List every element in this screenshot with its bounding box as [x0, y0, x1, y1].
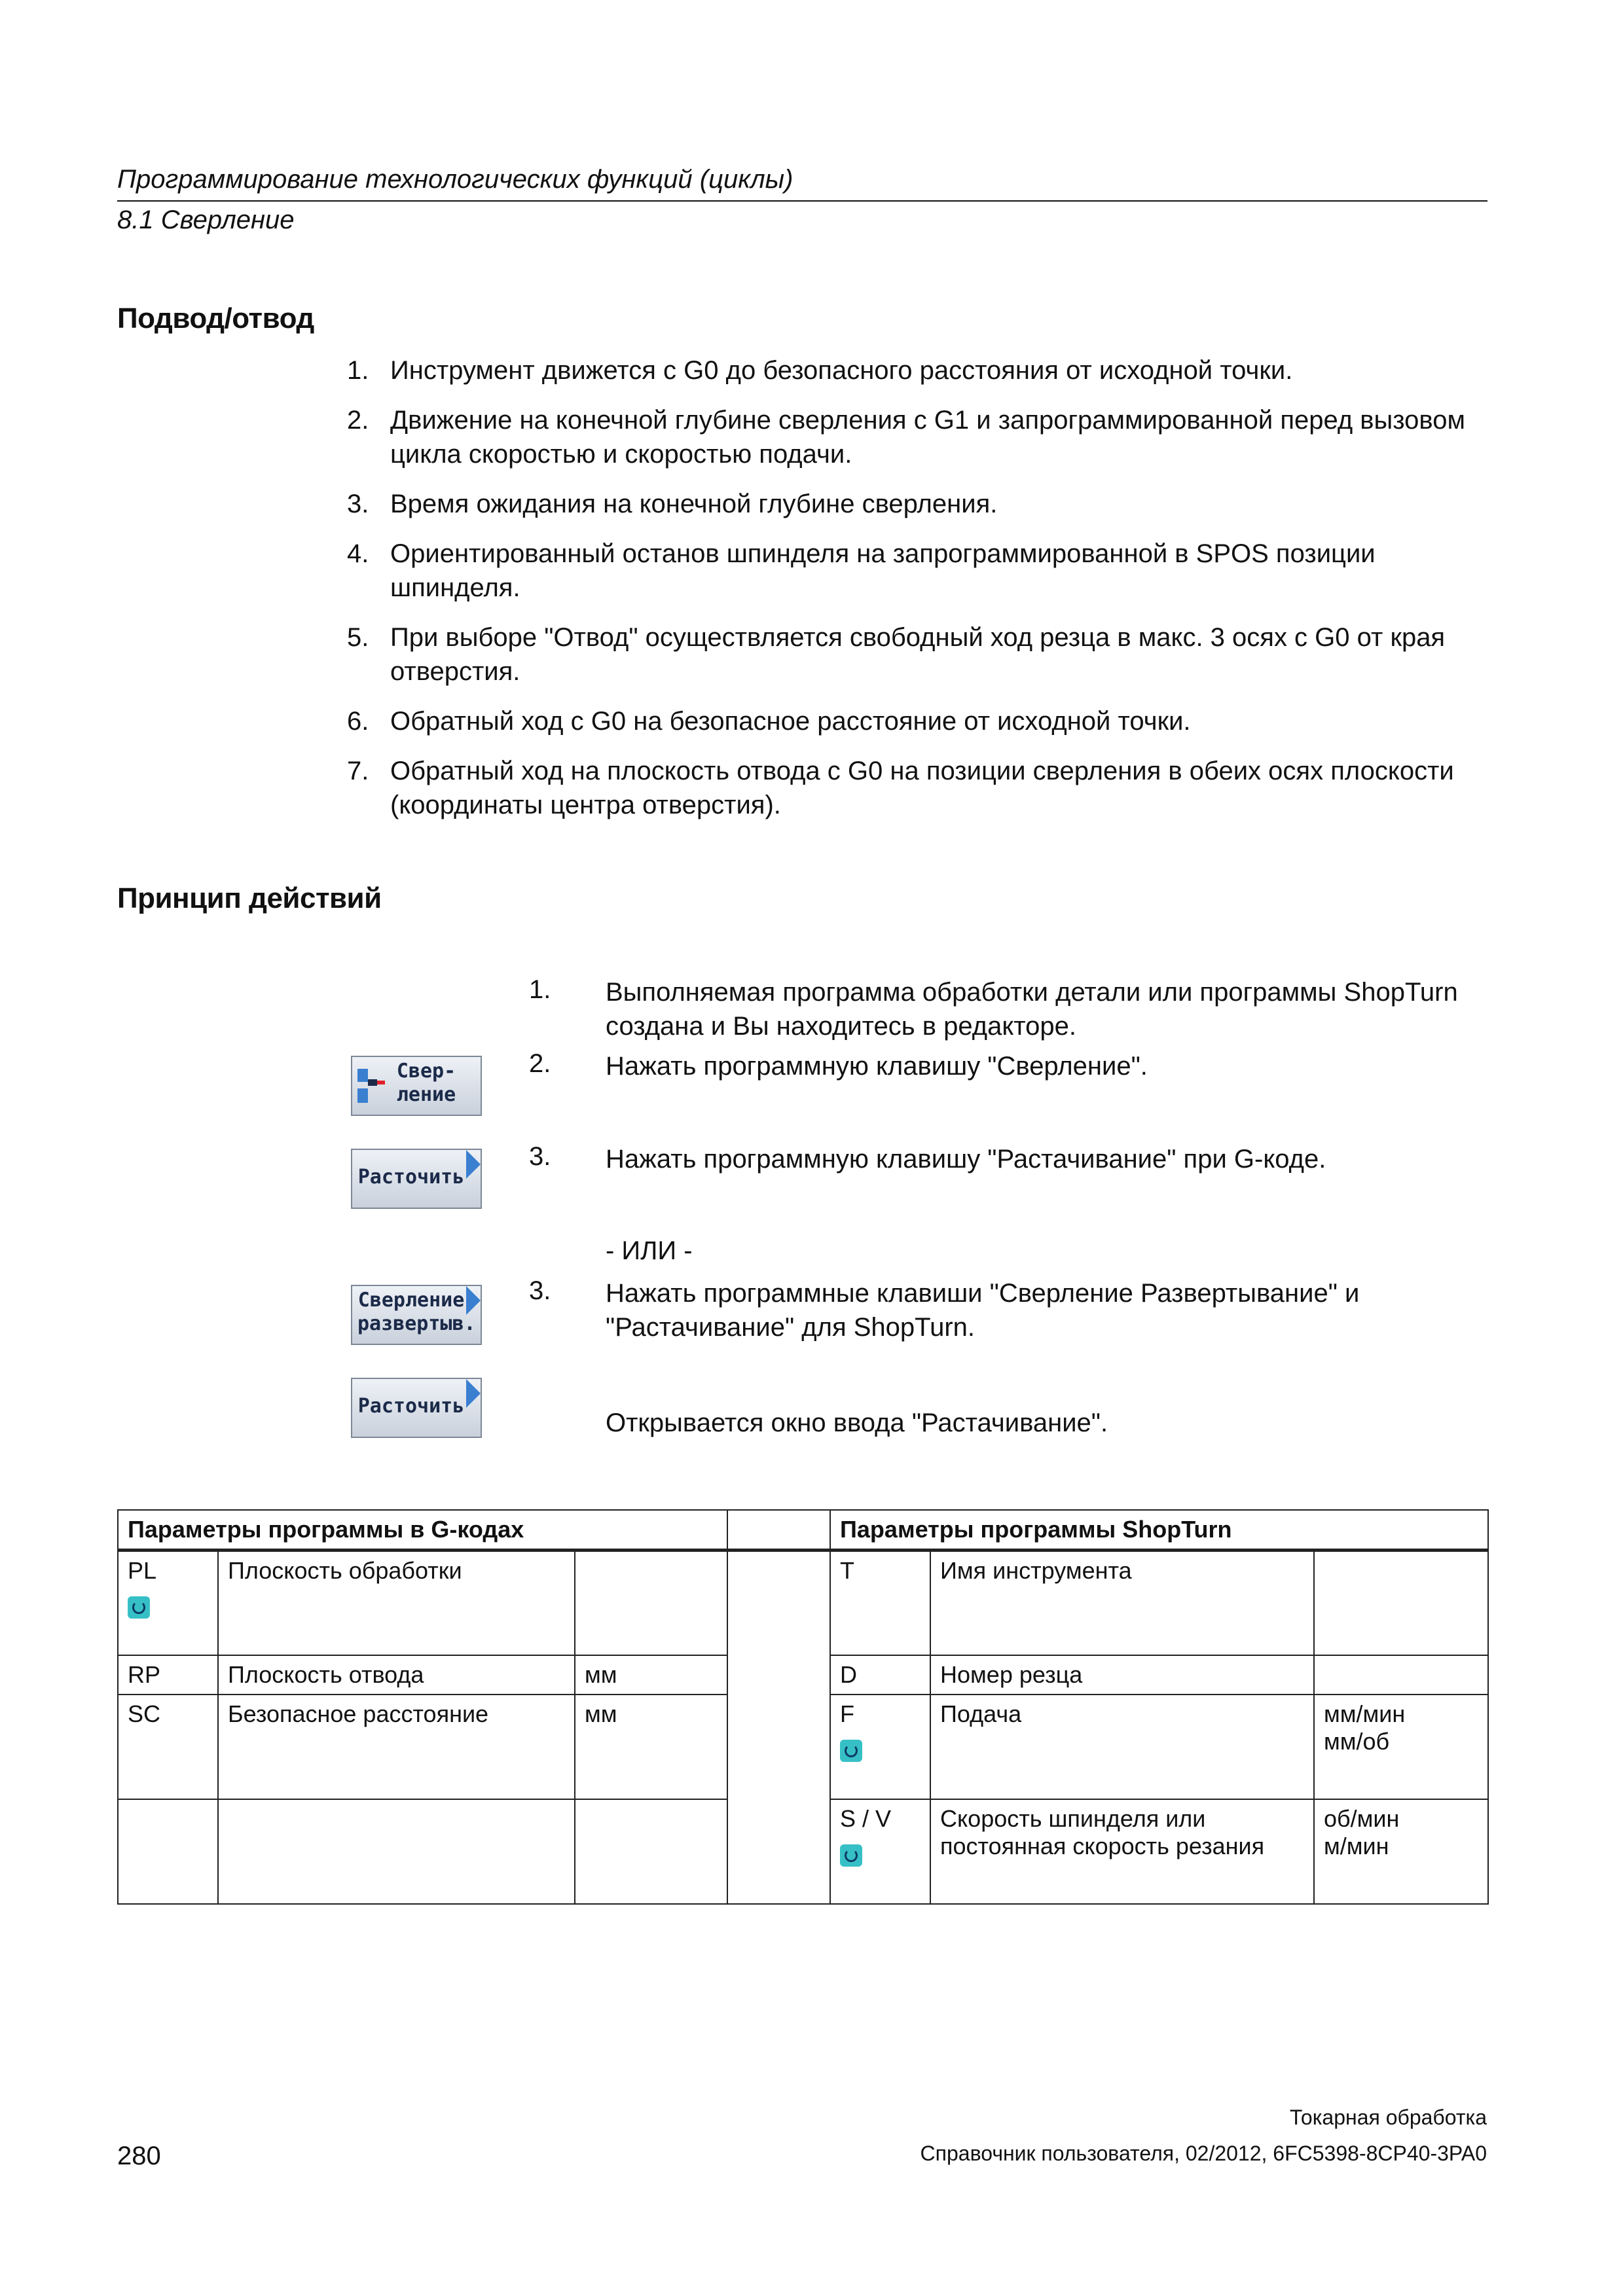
list-item: [347, 704, 1473, 738]
softkey-label-line: Свер-: [396, 1060, 456, 1083]
heading-operation: Принцип действий: [117, 882, 382, 914]
op-step-number: 3.: [529, 1142, 551, 1171]
param-desc: Безопасное расстояние: [218, 1695, 575, 1799]
softkey-arrow-icon: [466, 1379, 481, 1408]
param-code: [830, 1695, 930, 1799]
softkey-arrow-icon: [466, 1286, 481, 1315]
list-item: [347, 620, 1473, 689]
param-desc: Подача: [930, 1695, 1314, 1799]
table-row: [118, 1551, 1488, 1655]
spacer-header-cell: [727, 1510, 830, 1551]
param-desc: Имя инструмента: [930, 1551, 1314, 1655]
op-step-text: Нажать программные клавиши "Сверление Развертывание" и "Растачивание" для ShopTurn.: [606, 1279, 1360, 1342]
param-code-text: S / V: [840, 1804, 892, 1832]
param-desc: Скорость шпинделя или постоянная скорость резания: [930, 1799, 1314, 1904]
softkey-label: Расточить: [357, 1166, 465, 1189]
softkey-arrow-icon: [466, 1150, 481, 1179]
param-unit: об/мин м/мин: [1314, 1799, 1488, 1904]
page-number: 280: [117, 2142, 161, 2170]
param-desc: [218, 1799, 575, 1904]
drill-icon: [356, 1066, 386, 1105]
toggle-icon[interactable]: [128, 1596, 150, 1619]
softkey-drilling-reaming[interactable]: [351, 1285, 482, 1345]
param-desc: Номер резца: [930, 1655, 1314, 1695]
step-number: 1.: [347, 356, 369, 385]
param-code-text: F: [840, 1700, 855, 1727]
step-text: Инструмент движется с G0 до безопасного расстояния от исходной точки.: [390, 356, 1293, 385]
param-unit: [575, 1799, 727, 1904]
softkey-drilling[interactable]: [351, 1056, 482, 1116]
op-result-text: Открывается окно ввода "Растачивание".: [606, 1408, 1108, 1437]
list-item: [347, 487, 1473, 521]
running-header-title: Программирование технологических функций (циклы): [117, 165, 793, 194]
footer-manual-info: Справочник пользователя, 02/2012, 6FC5398-8CP40-3PA0: [920, 2142, 1487, 2165]
list-item: [347, 403, 1473, 471]
step-number: 2.: [347, 406, 369, 435]
step-text: Время ожидания на конечной глубине сверления.: [390, 490, 998, 518]
step-number: 7.: [347, 757, 369, 785]
step-text: Ориентированный останов шпинделя на запрограммированной в SPOS позиции шпинделя.: [390, 539, 1376, 602]
heading-approach-retract: Подвод/отвод: [117, 302, 314, 334]
softkey-boring-shopturn[interactable]: [351, 1378, 482, 1438]
softkey-boring[interactable]: [351, 1149, 482, 1209]
parameters-table: [117, 1509, 1489, 1905]
param-code: [118, 1799, 218, 1904]
header-rule: [117, 200, 1487, 202]
op-step-text: Нажать программную клавишу "Сверление".: [606, 1052, 1148, 1081]
step-number: 5.: [347, 623, 369, 652]
list-item: [347, 754, 1473, 822]
step-text: Обратный ход на плоскость отвода с G0 на позиции сверления в обеих осях плоскости (координаты центра отверстия).: [390, 757, 1454, 819]
softkey-label: [357, 1289, 476, 1336]
param-unit: [1314, 1655, 1488, 1695]
step-number: 6.: [347, 707, 369, 736]
param-code: RP: [118, 1655, 218, 1695]
running-header-section: 8.1 Сверление: [117, 206, 295, 234]
param-code: [830, 1799, 930, 1904]
param-desc: Плоскость обработки: [218, 1551, 575, 1655]
step-number: 3.: [347, 490, 369, 518]
gcode-params-header: Параметры программы в G-кодах: [118, 1510, 727, 1551]
op-step-number: 1.: [529, 975, 551, 1004]
param-code-text: PL: [128, 1557, 157, 1584]
step-text: Движение на конечной глубине сверления с G1 и запрограммированной перед вызовом цикла скоростью и скоростью подачи.: [390, 406, 1465, 469]
param-desc: Плоскость отвода: [218, 1655, 575, 1695]
spacer-cell: [727, 1551, 830, 1904]
param-code: D: [830, 1655, 930, 1695]
approach-steps-list: [347, 353, 1473, 838]
param-code: [118, 1551, 218, 1655]
softkey-label: [388, 1060, 465, 1107]
step-number: 4.: [347, 539, 369, 568]
footer-book-title: Токарная обработка: [1289, 2106, 1487, 2129]
param-unit: мм: [575, 1655, 727, 1695]
param-code: T: [830, 1551, 930, 1655]
op-step-text: Нажать программную клавишу "Растачивание" при G-коде.: [606, 1145, 1326, 1174]
op-step-number: 3.: [529, 1276, 551, 1305]
op-step-text: Выполняемая программа обработки детали или программы ShopTurn создана и Вы находитесь в редакторе.: [606, 978, 1458, 1041]
shopturn-params-header: Параметры программы ShopTurn: [830, 1510, 1488, 1551]
table-header-row: [118, 1510, 1488, 1551]
or-separator: - ИЛИ -: [606, 1236, 693, 1265]
step-text: При выборе "Отвод" осуществляется свободный ход резца в макс. 3 осях с G0 от края отверстия.: [390, 623, 1446, 686]
toggle-icon[interactable]: [840, 1844, 862, 1867]
list-item: [347, 537, 1473, 605]
softkey-label-line: ление: [396, 1083, 456, 1106]
param-code: SC: [118, 1695, 218, 1799]
param-unit: мм/мин мм/об: [1314, 1695, 1488, 1799]
softkey-label-line: Сверление: [357, 1289, 465, 1312]
param-unit: [575, 1551, 727, 1655]
softkey-label: Расточить: [357, 1395, 465, 1418]
param-unit: мм: [575, 1695, 727, 1799]
op-step-number: 2.: [529, 1049, 551, 1078]
param-unit: [1314, 1551, 1488, 1655]
toggle-icon[interactable]: [840, 1740, 862, 1762]
step-text: Обратный ход с G0 на безопасное расстояние от исходной точки.: [390, 707, 1191, 736]
list-item: [347, 353, 1473, 387]
softkey-label-line: развертыв.: [357, 1312, 476, 1335]
